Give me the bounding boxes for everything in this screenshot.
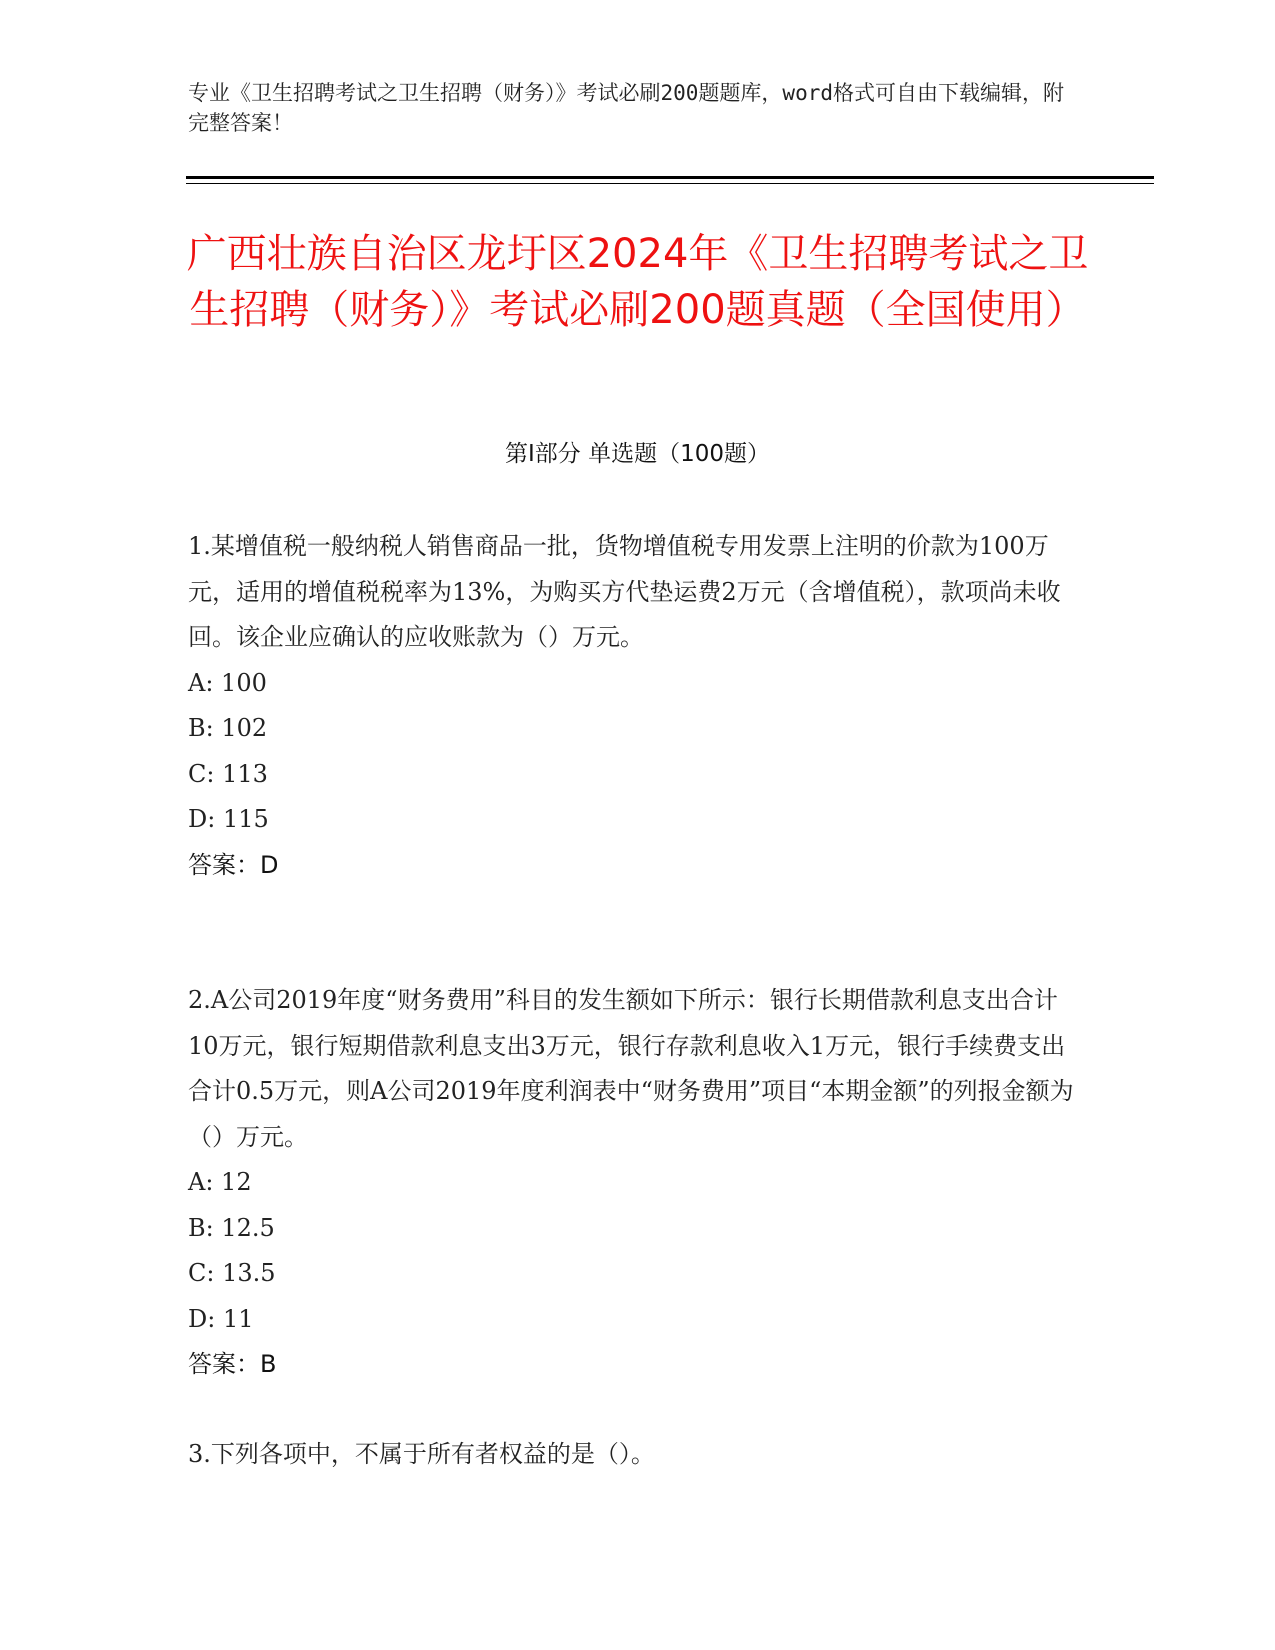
option-a: A: 12 [188, 1168, 252, 1196]
option-a: A: 100 [188, 668, 267, 697]
question-stem: 1.某增值税一般纳税人销售商品一批，货物增值税专用发票上注明的价款为100万元，适用的增值税税率为13%，为购买方代垫运费2万元（含增值税），款项尚未收回。该企业应确认的应收账款为（）万元。 [188, 532, 1061, 651]
section-heading: 第I部分 单选题（100题） [505, 441, 770, 467]
option-b: B: 12.5 [188, 1213, 275, 1242]
header-note: 专业《卫生招聘考试之卫生招聘（财务）》考试必刷200题题库，word格式可自由下载编辑，附完整答案！ [188, 81, 1064, 135]
question-stem: 3.下列各项中，不属于所有者权益的是（）。 [188, 1440, 655, 1468]
option-d: D: 115 [188, 805, 269, 833]
question-stem: 2.A公司2019年度“财务费用”科目的发生额如下所示：银行长期借款利息支出合计10万元，银行短期借款利息支出3万元，银行存款利息收入1万元，银行手续费支出合计0.5万元，则A公司2019年度利润表中“财务费用”项目“本期金额”的列报金额为（）万元。 [188, 986, 1074, 1151]
question-3 [188, 1432, 1088, 1478]
question-2 [188, 978, 1088, 1388]
answer-line: 答案：D [188, 850, 279, 879]
option-c: C: 113 [188, 759, 268, 788]
option-b: B: 102 [188, 714, 268, 742]
question-1 [188, 524, 1088, 888]
document-title: 广西壮族自治区龙圩区2024年《卫生招聘考试之卫生招聘（财务）》考试必刷200题真题（全国使用） [186, 231, 1089, 333]
header-divider-thin [186, 183, 1154, 184]
option-d: D: 11 [188, 1304, 254, 1333]
answer-line: 答案：B [188, 1350, 277, 1378]
header-divider-thick [186, 176, 1154, 179]
option-c: C: 13.5 [188, 1259, 276, 1287]
